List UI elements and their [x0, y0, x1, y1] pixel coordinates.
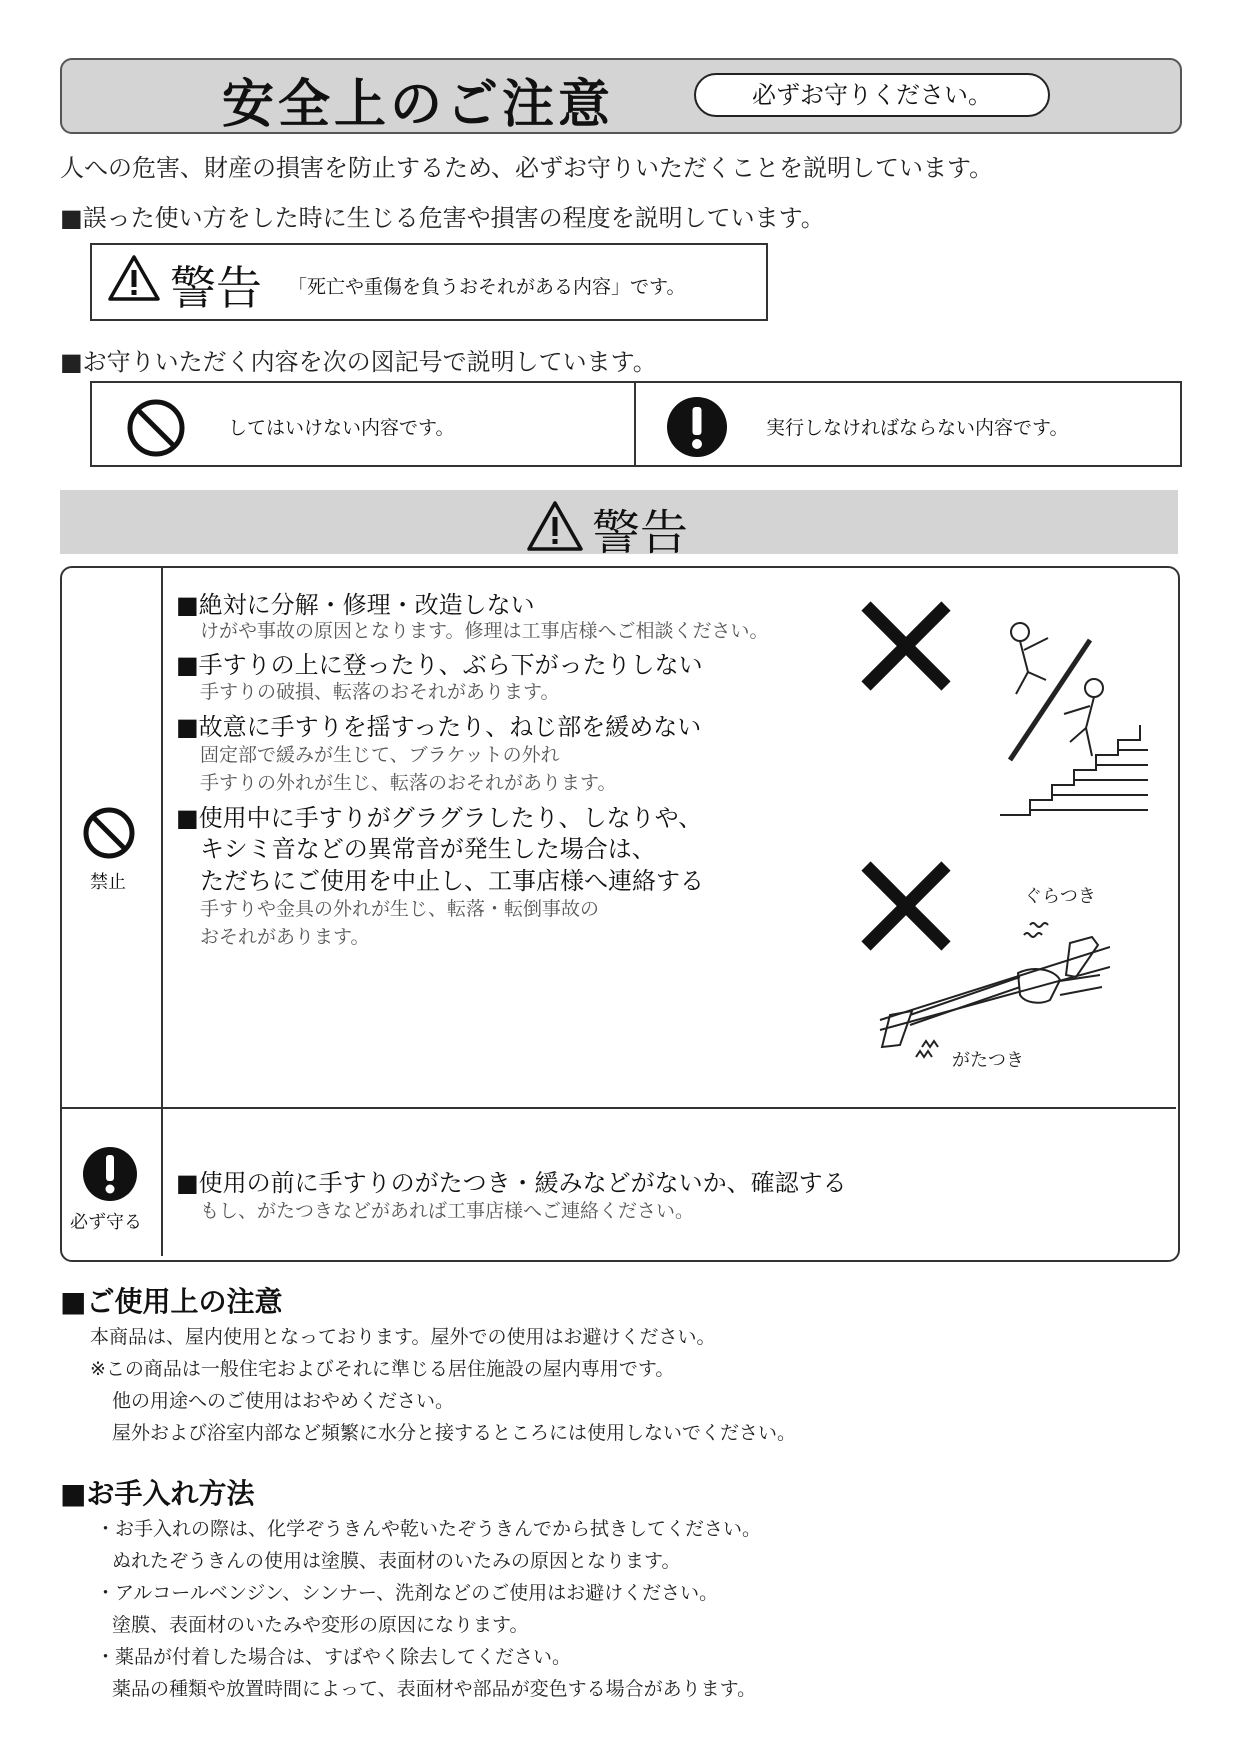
usage-note-line: ※この商品は一般住宅およびそれに準じる居住施設の屋内専用です。 — [90, 1358, 675, 1380]
care-line: ぬれたぞうきんの使用は塗膜、表面材のいたみの原因となります。 — [112, 1550, 681, 1572]
symbols-divider — [634, 381, 636, 467]
warning-definition-title: 警告 — [170, 261, 262, 315]
care-line: ・アルコールベンジン、シンナー、洗剤などのご使用はお避けください。 — [96, 1582, 719, 1604]
mandatory-icon — [82, 1146, 138, 1202]
prohibited-item-detail: 手すりの破損、転落のおそれがあります。 — [200, 681, 560, 703]
header-pill: 必ずお守りください。 — [694, 73, 1050, 117]
prohibited-item-detail: 手すりや金具の外れが生じ、転落・転倒事故の — [200, 898, 600, 920]
mandatory-symbol-text: 実行しなければならない内容です。 — [766, 417, 1069, 439]
prohibited-item-detail: 固定部で緩みが生じて、ブラケットの外れ — [200, 744, 560, 766]
usage-notes-heading: ■ご使用上の注意 — [60, 1285, 283, 1318]
usage-note-line: 屋外および浴室内部など頻繁に水分と接するところには使用しないでください。 — [112, 1422, 797, 1444]
prohibited-item-heading: ただちにご使用を中止し、工事店様へ連絡する — [200, 867, 704, 895]
caution-triangle-icon — [108, 254, 160, 302]
prohibited-item-heading: ■使用中に手すりがグラグラしたり、しなりや、 — [176, 804, 703, 832]
mandatory-label: 必ず守る — [70, 1212, 142, 1233]
prohibited-icon — [82, 806, 136, 860]
handrail-illustration — [870, 915, 1110, 1065]
symbols-heading: ■お守りいただく内容を次の図記号で説明しています。 — [60, 348, 657, 376]
degree-heading: ■誤った使い方をした時に生じる危害や損害の程度を説明しています。 — [60, 204, 825, 232]
caution-triangle-icon — [526, 500, 584, 552]
mandatory-icon — [666, 396, 728, 458]
care-line: 塗膜、表面材のいたみや変形の原因になります。 — [112, 1614, 529, 1636]
prohibited-item-detail: けがや事故の原因となります。修理は工事店様へご相談ください。 — [200, 620, 769, 642]
prohibited-item-heading: ■故意に手すりを揺すったり、ねじ部を緩めない — [176, 713, 702, 741]
usage-note-line: 他の用途へのご使用はおやめください。 — [112, 1390, 455, 1412]
prohibited-item-detail: おそれがあります。 — [200, 926, 370, 948]
care-line: ・お手入れの際は、化学ぞうきんや乾いたぞうきんでから拭きしてください。 — [96, 1518, 762, 1540]
intro-text: 人への危害、財産の損害を防止するため、必ずお守りいただくことを説明しています。 — [60, 154, 994, 182]
wobble-label: ぐらつき — [1024, 886, 1096, 907]
warning-table-divider — [161, 568, 163, 1256]
warning-definition-text: 「死亡や重傷を負うおそれがある内容」です。 — [288, 276, 686, 298]
usage-note-line: 本商品は、屋内使用となっております。屋外での使用はお避けください。 — [90, 1326, 716, 1348]
prohibited-symbol-text: してはいけない内容です。 — [228, 417, 455, 439]
warning-table-row-divider — [62, 1107, 1176, 1109]
prohibited-item-heading: キシミ音などの異常音が発生した場合は、 — [200, 835, 656, 863]
care-line: ・薬品が付着した場合は、すばやく除去してください。 — [96, 1646, 572, 1668]
prohibited-item-heading: ■絶対に分解・修理・改造しない — [176, 591, 535, 619]
rattle-label: がたつき — [952, 1050, 1024, 1071]
prohibited-item-heading: ■手すりの上に登ったり、ぶら下がったりしない — [176, 651, 703, 679]
prohibited-label: 禁止 — [90, 872, 126, 893]
prohibited-icon — [126, 398, 186, 458]
page-title: 安全上のご注意 — [222, 75, 615, 135]
care-heading: ■お手入れ方法 — [60, 1477, 255, 1510]
care-line: 薬品の種類や放置時間によって、表面材や部品が変色する場合があります。 — [112, 1678, 757, 1700]
mandatory-item-heading: ■使用の前に手すりのがたつき・緩みなどがないか、確認する — [176, 1169, 847, 1197]
prohibited-item-detail: 手すりの外れが生じ、転落のおそれがあります。 — [200, 772, 617, 794]
warning-banner-title: 警告 — [592, 505, 689, 561]
stairs-climbing-illustration — [990, 610, 1150, 820]
cross-mark-icon — [860, 600, 952, 692]
mandatory-item-detail: もし、がたつきなどがあれば工事店様へご連絡ください。 — [200, 1200, 695, 1222]
